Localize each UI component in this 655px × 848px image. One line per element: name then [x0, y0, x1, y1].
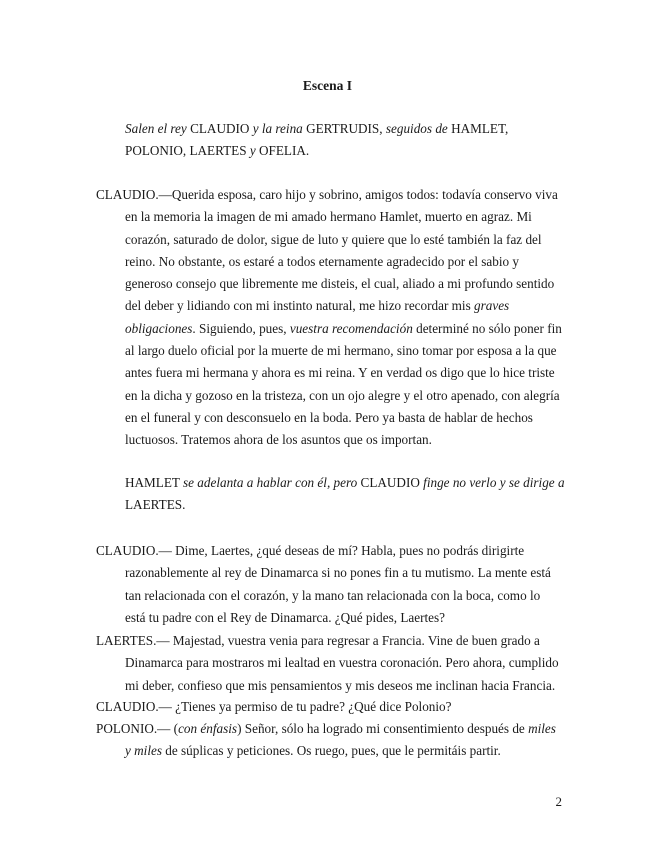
character-name: GERTRUDIS, — [302, 121, 386, 136]
stage-italic: finge no verlo y se dirige a — [423, 475, 565, 490]
speech-text: Querida esposa, caro hijo y sobrino, amigos todos: todavía conservo viva en la memoria la imagen de mi amado hermano Hamlet, muerto en agraz. Mi corazón, saturado de dolor, sigue de luto y quiere que lo esté también la faz del reino. No obstante, os estaré a todos eternamente agradecido por el sabio y generoso consejo que libremente me disteis, el cual, aliado a mi profundo sentido del deber y lidiando con mi instinto natural, me hizo recordar mis — [125, 187, 558, 314]
character-name: CLAUDIO — [357, 475, 424, 490]
speech-text: determiné no sólo poner fin al largo duelo oficial por la muerte de mi hermano, sino tomar por esposa a la que antes fuera mi hermana y ahora es mi reina. Y en verdad os digo que lo hice triste en la dicha y gozoso en la tristeza, con un ojo alegre y el otro apenado, con alegría en el funeral y con desconsuelo en la boda. Pero ya basta de hablar de hechos luctuosos. Tratemos ahora de los asuntos que os importan. — [125, 320, 562, 448]
stage-italic: y la reina — [252, 121, 303, 136]
character-name: CLAUDIO — [186, 121, 253, 136]
character-name: LAERTES. — [125, 497, 186, 513]
speech-text: ) Señor, sólo ha logrado mi consentimiento después de — [237, 721, 529, 736]
speaker-label: POLONIO.— — [96, 721, 171, 736]
speech-claudio-1 — [96, 184, 564, 452]
speech-italic: con énfasis — [178, 721, 238, 736]
speech-italic: graves obligaciones — [125, 298, 510, 336]
speaker-label: CLAUDIO.— — [96, 699, 172, 714]
speech-polonio — [96, 718, 562, 763]
character-name: HAMLET — [125, 475, 183, 490]
speech-text: Majestad, vuestra venia para regresar a Francia. Vine de buen grado a Dinamarca para mostraros mi lealtad en vuestra coronación. Pero ahora, cumplido mi deber, confieso que mis pensamientos y mis deseos me inclinan hacia Francia. — [125, 633, 559, 693]
speaker-label: CLAUDIO.— — [96, 543, 172, 558]
speech-claudio-2 — [96, 540, 562, 629]
speaker-label: LAERTES.— — [96, 633, 170, 648]
speech-text: . Siguiendo, pues, — [192, 320, 290, 336]
scene-title: Escena I — [302, 78, 353, 93]
character-name: HAMLET, — [447, 121, 509, 136]
stage-italic: y — [249, 143, 256, 159]
speech-claudio-3 — [96, 696, 562, 718]
stage-italic: se adelanta a hablar con él, pero — [183, 475, 358, 490]
character-name: OFELIA. — [255, 143, 310, 159]
speech-text: de súplicas y peticiones. Os ruego, pues, que le permitáis partir. — [162, 743, 501, 759]
speech-text: ( — [170, 721, 179, 736]
speech-text: ¿Tienes ya permiso de tu padre? ¿Qué dice Polonio? — [171, 699, 452, 714]
stage-italic: seguidos de — [385, 121, 448, 136]
stage-italic: Salen el rey — [125, 121, 187, 136]
speech-italic: miles y miles — [125, 721, 556, 759]
stage-direction-hamlet — [125, 472, 570, 517]
speech-text: Dime, Laertes, ¿qué deseas de mí? Habla, pues no podrás dirigirte razonablemente al rey de Dinamarca si no pones fin a tu mutismo. La mente está tan relacionada con el corazón, y la mano tan relacionada con la boca, como lo está tu padre con el Rey de Dinamarca. ¿Qué pides, Laertes? — [125, 543, 551, 625]
stage-direction-entrance — [125, 118, 565, 163]
page-number: 2 — [555, 794, 562, 809]
character-name: POLONIO, LAERTES — [125, 143, 250, 159]
speaker-label: CLAUDIO.— — [96, 187, 172, 202]
speech-laertes — [96, 630, 562, 697]
speech-italic: vuestra recomendación — [289, 320, 413, 336]
